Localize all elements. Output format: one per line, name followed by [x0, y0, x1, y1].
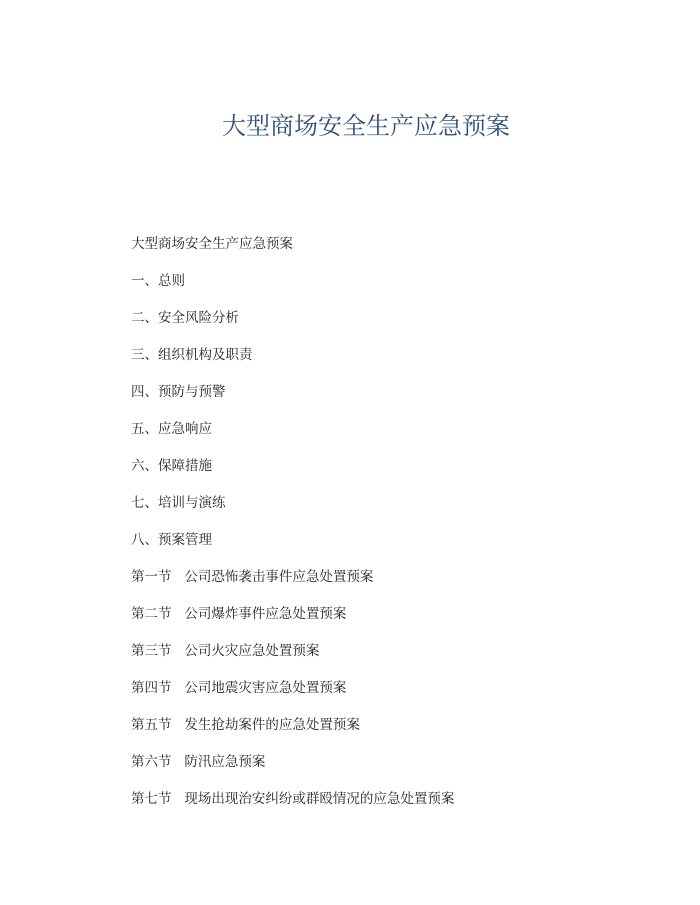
toc-item: 第三节 公司火灾应急处置预案	[131, 643, 320, 659]
document-title: 大型商场安全生产应急预案	[222, 112, 510, 140]
toc-item: 五、应急响应	[131, 421, 212, 437]
toc-item: 第七节 现场出现治安纠纷或群殴情况的应急处置预案	[131, 791, 455, 807]
toc-item: 一、总则	[131, 273, 185, 289]
toc-item: 大型商场安全生产应急预案	[131, 236, 293, 252]
toc-item: 八、预案管理	[131, 532, 212, 548]
toc-item: 三、组织机构及职责	[131, 347, 253, 363]
toc-item: 第六节 防汛应急预案	[131, 754, 266, 770]
toc-item: 七、培训与演练	[131, 495, 226, 511]
toc-item: 第四节 公司地震灾害应急处置预案	[131, 680, 347, 696]
toc-item: 第二节 公司爆炸事件应急处置预案	[131, 606, 347, 622]
toc-item: 四、预防与预警	[131, 384, 226, 400]
table-of-contents	[131, 230, 454, 822]
toc-item: 六、保障措施	[131, 458, 212, 474]
toc-item: 第五节 发生抢劫案件的应急处置预案	[131, 717, 360, 733]
toc-item: 二、安全风险分析	[131, 310, 239, 326]
toc-item: 第一节 公司恐怖袭击事件应急处置预案	[131, 569, 374, 585]
